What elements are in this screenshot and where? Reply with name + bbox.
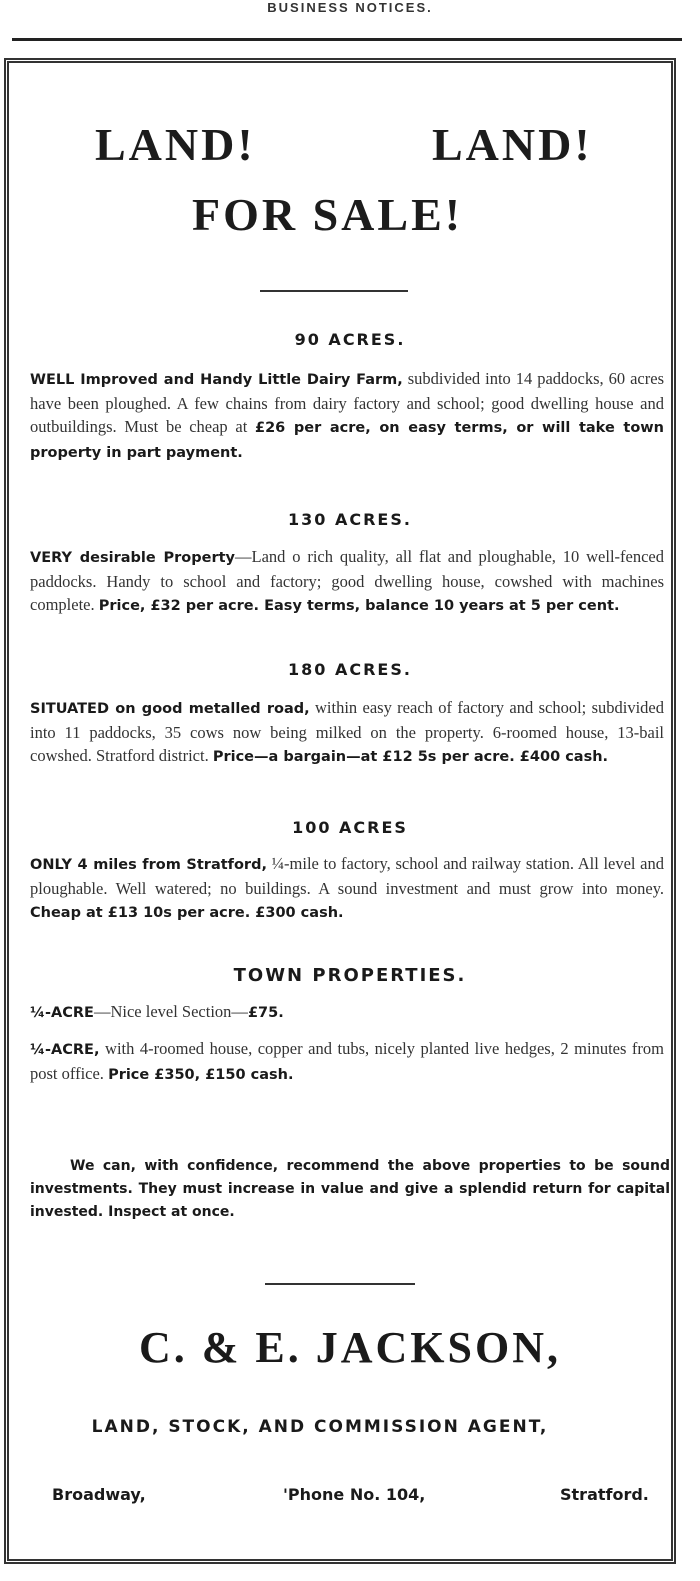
- town-item-lead: ¼-ACRE,: [30, 1042, 100, 1058]
- town-property-2: [30, 1037, 664, 1087]
- listing-tail: Price—a bargain—at £12 5s per acre. £400 cash.: [212, 749, 609, 765]
- town-item-price: £75.: [247, 1005, 284, 1021]
- headline-land-left: LAND!: [95, 119, 256, 170]
- listing-title-180-acres: 180 ACRES.: [288, 660, 412, 679]
- divider-rule: [260, 290, 408, 292]
- page-header: BUSINESS NOTICES.: [267, 0, 433, 15]
- listing-title-100-acres: 100 ACRES: [292, 818, 408, 837]
- town-item-lead: ¼-ACRE: [30, 1005, 94, 1021]
- headline-for-sale: FOR SALE!: [192, 189, 464, 240]
- listing-lead: SITUATED on good metalled road,: [30, 701, 310, 717]
- listing-tail: £26 per acre, on easy terms, or will take town property in part payment.: [30, 420, 664, 461]
- town-property-1: [30, 1000, 664, 1025]
- top-rule: [12, 38, 682, 41]
- listing-180-acres: [30, 696, 664, 769]
- listing-body: within easy reach of factory and school; subdivided into 11 paddocks, 35 cows now being milked on the property. 6-roomed house, 13-bail cowshed. Stratford district.: [30, 698, 664, 765]
- town-item-body: with 4-roomed house, copper and tubs, nicely planted live hedges, 2 minutes from post office.: [30, 1039, 665, 1083]
- firm-town: Stratford.: [560, 1485, 649, 1504]
- listing-body: —Land o rich quality, all flat and ploughable, 10 well-fenced paddocks. Handy to school and factory; good dwelling house, cowshed with machines complete.: [30, 547, 664, 614]
- listing-90-acres: [30, 367, 664, 465]
- town-properties-title: TOWN PROPERTIES.: [233, 965, 467, 986]
- firm-phone: 'Phone No. 104,: [283, 1485, 426, 1504]
- listing-lead: ONLY 4 miles from Stratford,: [30, 857, 267, 873]
- listing-tail: Cheap at £13 10s per acre. £300 cash.: [30, 905, 344, 921]
- town-item-body: —Nice level Section—: [93, 1002, 248, 1021]
- listing-lead: WELL Improved and Handy Little Dairy Farm,: [30, 372, 403, 388]
- listing-body: subdivided into 14 paddocks, 60 acres have been ploughed. A few chains from dairy factory and school; good dwelling house and outbuildings. Must be cheap at: [30, 369, 664, 436]
- town-item-price: Price £350, £150 cash.: [108, 1067, 294, 1083]
- listing-lead: VERY desirable Property: [30, 550, 235, 566]
- listing-body: ¼-mile to factory, school and railway station. All level and ploughable. Well watered; no buildings. A sound investment and must grow into money.: [30, 854, 664, 898]
- confidence-statement: We can, with confidence, recommend the above properties to be sound investments. They must increase in value and give a splendid return for capital invested. Inspect at once.: [30, 1158, 670, 1220]
- listing-100-acres: [30, 852, 664, 925]
- divider-rule: [265, 1283, 415, 1285]
- headline-land-right: LAND!: [432, 119, 593, 170]
- listing-tail: Price, £32 per acre. Easy terms, balance 10 years at 5 per cent.: [98, 598, 620, 614]
- firm-role: LAND, STOCK, AND COMMISSION AGENT,: [91, 1417, 549, 1437]
- listing-title-130-acres: 130 ACRES.: [288, 510, 412, 529]
- firm-name: C. & E. JACKSON,: [138, 1323, 562, 1372]
- listing-title-90-acres: 90 ACRES.: [294, 330, 406, 349]
- firm-street: Broadway,: [52, 1485, 146, 1504]
- listing-130-acres: [30, 545, 664, 618]
